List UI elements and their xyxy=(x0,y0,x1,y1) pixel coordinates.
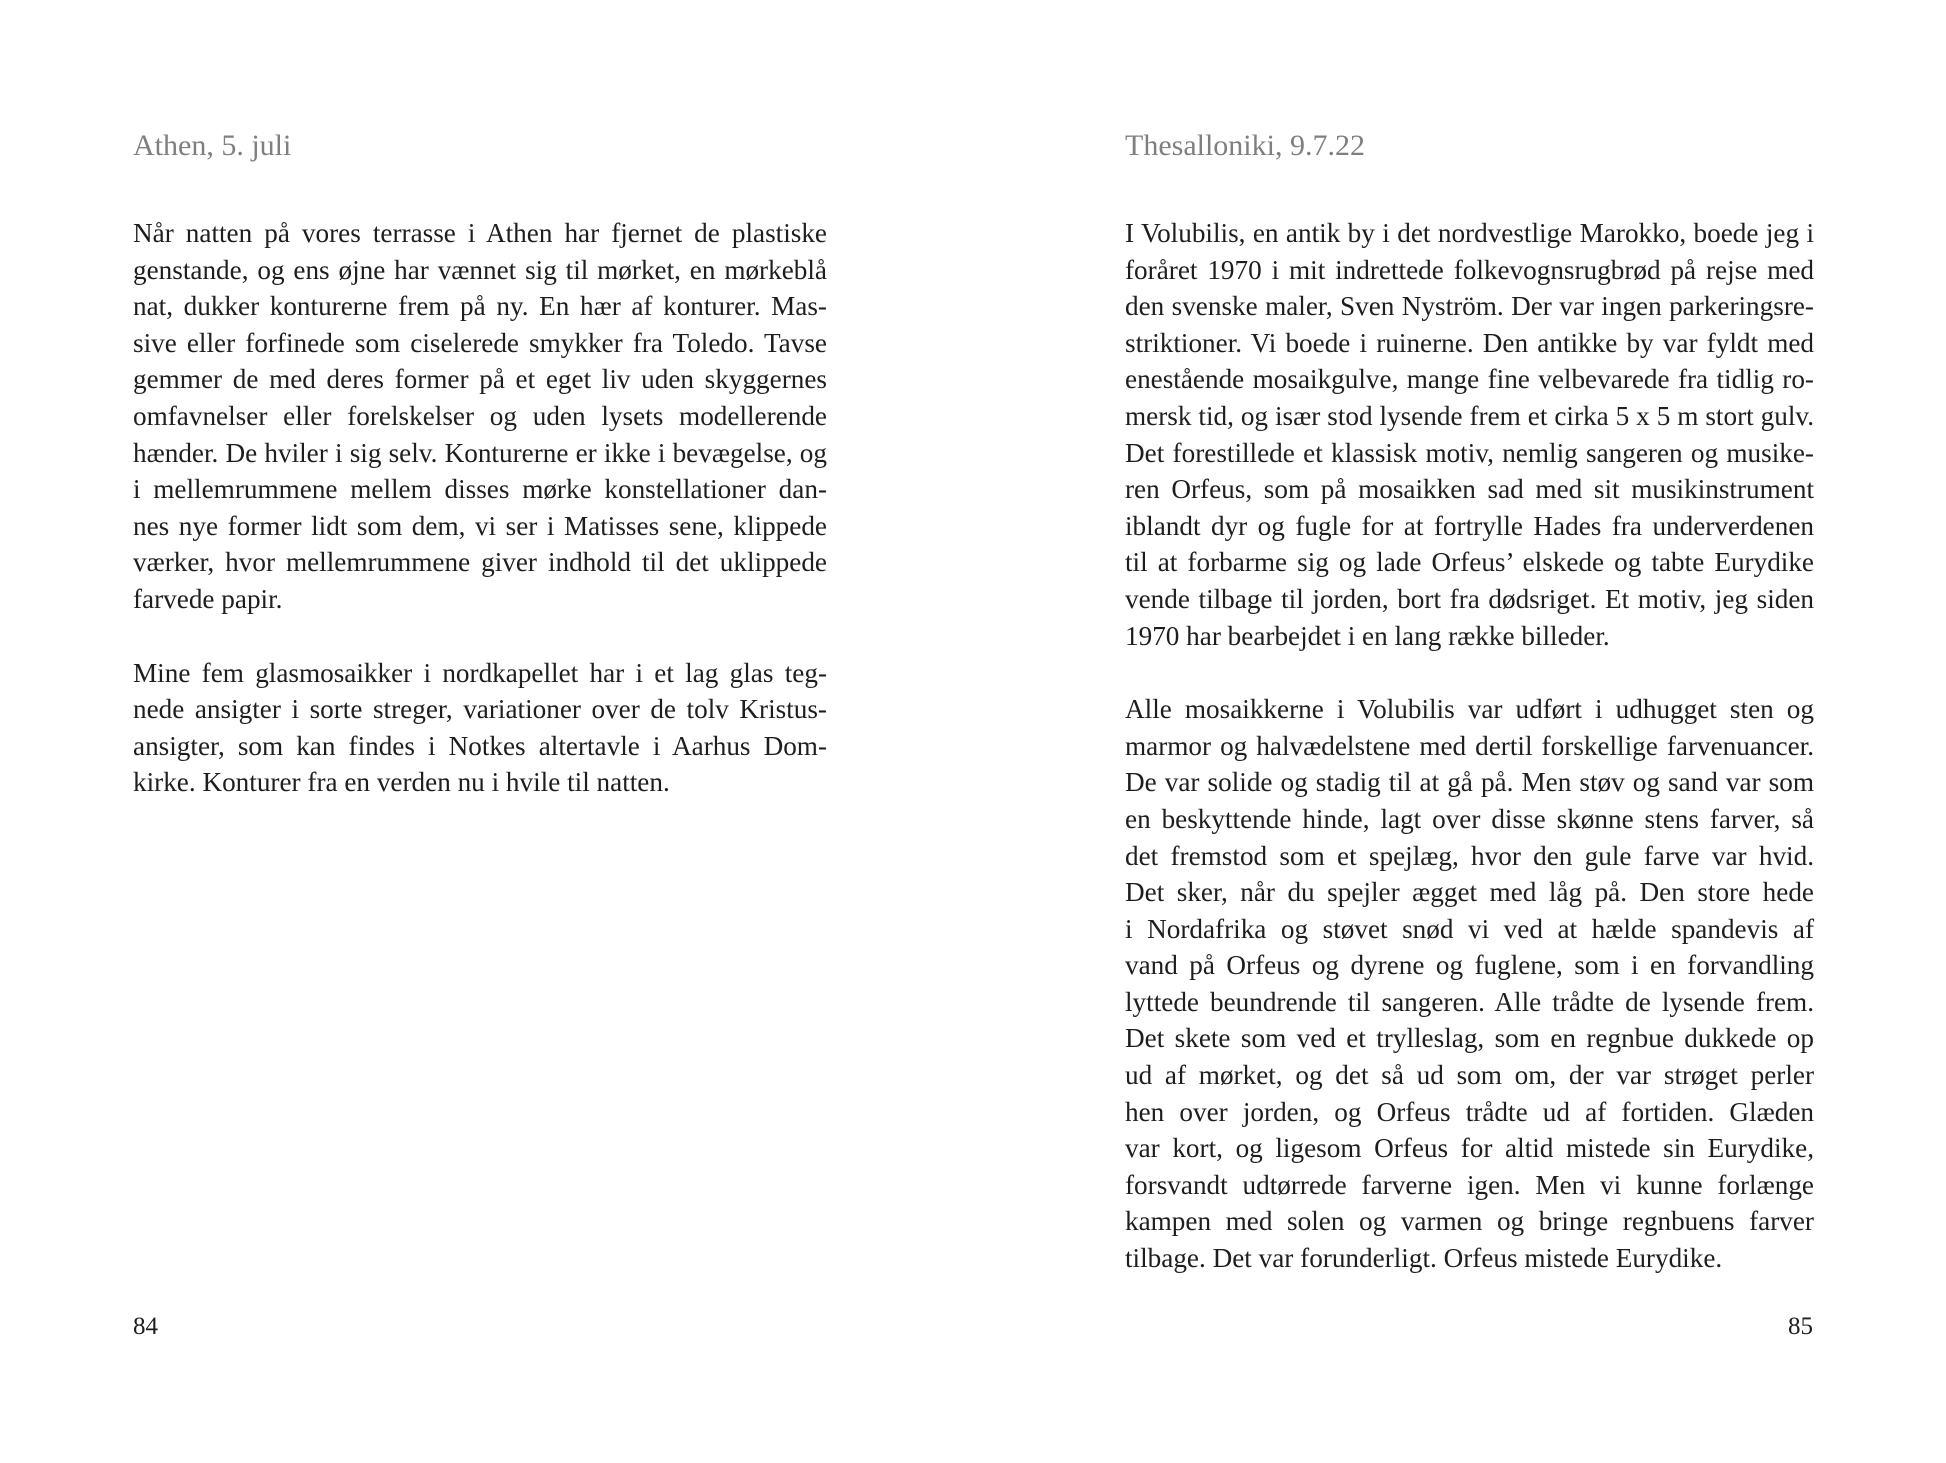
text-line: i mellemrummene mellem disses mørke konstellationer dan- xyxy=(133,474,827,505)
left-page-paragraph-1 xyxy=(133,215,827,618)
text-line: mersk tid, og især stod lysende frem et cirka 5 x 5 m stort gulv. xyxy=(1125,400,1814,431)
text-line: foråret 1970 i mit indrettede folkevognsrugbrød på rejse med xyxy=(1125,254,1814,285)
text-line: kirke. Konturer fra en verden nu i hvile til natten. xyxy=(133,767,670,798)
text-line: ud af mørket, og det så ud som om, der var strøget perler xyxy=(1125,1060,1814,1091)
right-page-number: 85 xyxy=(1788,1313,1813,1340)
text-line: det fremstod som et spejlæg, hvor den gule farve var hvid. xyxy=(1125,840,1814,871)
right-page-heading: Thesalloniki, 9.7.22 xyxy=(1125,129,1365,162)
text-line: Mine fem glasmosaikker i nordkapellet har i et lag glas teg- xyxy=(133,657,827,688)
text-line: nede ansigter i sorte streger, variationer over de tolv Kristus- xyxy=(133,694,827,725)
text-line: striktioner. Vi boede i ruinerne. Den antikke by var fyldt med xyxy=(1125,327,1814,358)
text-line: vand på Orfeus og dyrene og fuglene, som i en forvandling xyxy=(1125,950,1814,981)
text-line: Det skete som ved et trylleslag, som en regnbue dukkede op xyxy=(1125,1023,1814,1054)
text-line: Når natten på vores terrasse i Athen har fjernet de plastiske xyxy=(133,218,827,248)
text-line: værker, hvor mellemrummene giver indhold til det uklippede xyxy=(133,547,827,578)
text-line: ansigter, som kan findes i Notkes altertavle i Aarhus Dom- xyxy=(133,730,827,761)
text-line: Det forestillede et klassisk motiv, nemlig sangeren og musike- xyxy=(1125,437,1814,468)
text-line: genstande, og ens øjne har vænnet sig til mørket, en mørkeblå xyxy=(133,254,827,285)
text-line: en beskyttende hinde, lagt over disse skønne stens farver, så xyxy=(1125,803,1814,834)
text-line: lyttede beundrende til sangeren. Alle trådte de lysende frem. xyxy=(1125,986,1814,1017)
text-line: hen over jorden, og Orfeus trådte ud af fortiden. Glæden xyxy=(1125,1096,1814,1127)
right-page xyxy=(973,0,1946,1463)
text-line: iblandt dyr og fugle for at fortrylle Hades fra underverdenen xyxy=(1125,510,1814,541)
text-line: kampen med solen og varmen og bringe regnbuens farver xyxy=(1125,1206,1814,1237)
text-line: ren Orfeus, som på mosaikken sad med sit musikinstrument xyxy=(1125,474,1814,505)
text-line: forsvandt udtørrede farverne igen. Men vi kunne forlænge xyxy=(1125,1169,1814,1200)
text-line: gemmer de med deres former på et eget liv uden skyggernes xyxy=(133,364,827,395)
text-line: 1970 har bearbejdet i en lang række billeder. xyxy=(1125,620,1610,651)
text-line: marmor og halvædelstene med dertil forskellige farvenuancer. xyxy=(1125,730,1814,761)
text-line: omfavnelser eller forelskelser og uden lysets modellerende xyxy=(133,400,827,431)
right-page-paragraph-1 xyxy=(1125,215,1814,654)
left-page-heading: Athen, 5. juli xyxy=(133,129,292,162)
left-page-number: 84 xyxy=(133,1313,158,1340)
text-line: i Nordafrika og støvet snød vi ved at hælde spandevis af xyxy=(1125,913,1814,944)
text-line: til at forbarme sig og lade Orfeus’ elskede og tabte Eurydike xyxy=(1125,547,1814,578)
text-line: var kort, og ligesom Orfeus for altid mistede sin Eurydike, xyxy=(1125,1133,1814,1164)
left-page-paragraph-2 xyxy=(133,655,827,801)
text-line: farvede papir. xyxy=(133,583,283,614)
text-line: I Volubilis, en antik by i det nordvestlige Marokko, boede jeg i xyxy=(1125,218,1814,248)
text-line: hænder. De hviler i sig selv. Konturerne er ikke i bevægelse, og xyxy=(133,437,827,468)
text-line: Alle mosaikkerne i Volubilis var udført i udhugget sten og xyxy=(1125,694,1814,725)
right-page-paragraph-2 xyxy=(1125,691,1814,1277)
text-line: vende tilbage til jorden, bort fra dødsriget. Et motiv, jeg siden xyxy=(1125,583,1814,614)
text-line: nes nye former lidt som dem, vi ser i Matisses sene, klippede xyxy=(133,510,827,541)
text-line: Det sker, når du spejler ægget med låg på. Den store hede xyxy=(1125,877,1814,908)
text-line: sive eller forfinede som ciselerede smykker fra Toledo. Tavse xyxy=(133,327,827,358)
text-line: De var solide og stadig til at gå på. Men støv og sand var som xyxy=(1125,767,1814,798)
left-page-text-column xyxy=(133,128,827,838)
right-page-text-column xyxy=(1125,128,1814,1314)
text-line: enestående mosaikgulve, mange fine velbevarede fra tidlig ro- xyxy=(1125,364,1814,395)
text-line: den svenske maler, Sven Nyström. Der var ingen parkeringsre- xyxy=(1125,291,1814,322)
text-line: nat, dukker konturerne frem på ny. En hær af konturer. Mas- xyxy=(133,291,827,322)
text-line: tilbage. Det var forunderligt. Orfeus mistede Eurydike. xyxy=(1125,1243,1723,1274)
